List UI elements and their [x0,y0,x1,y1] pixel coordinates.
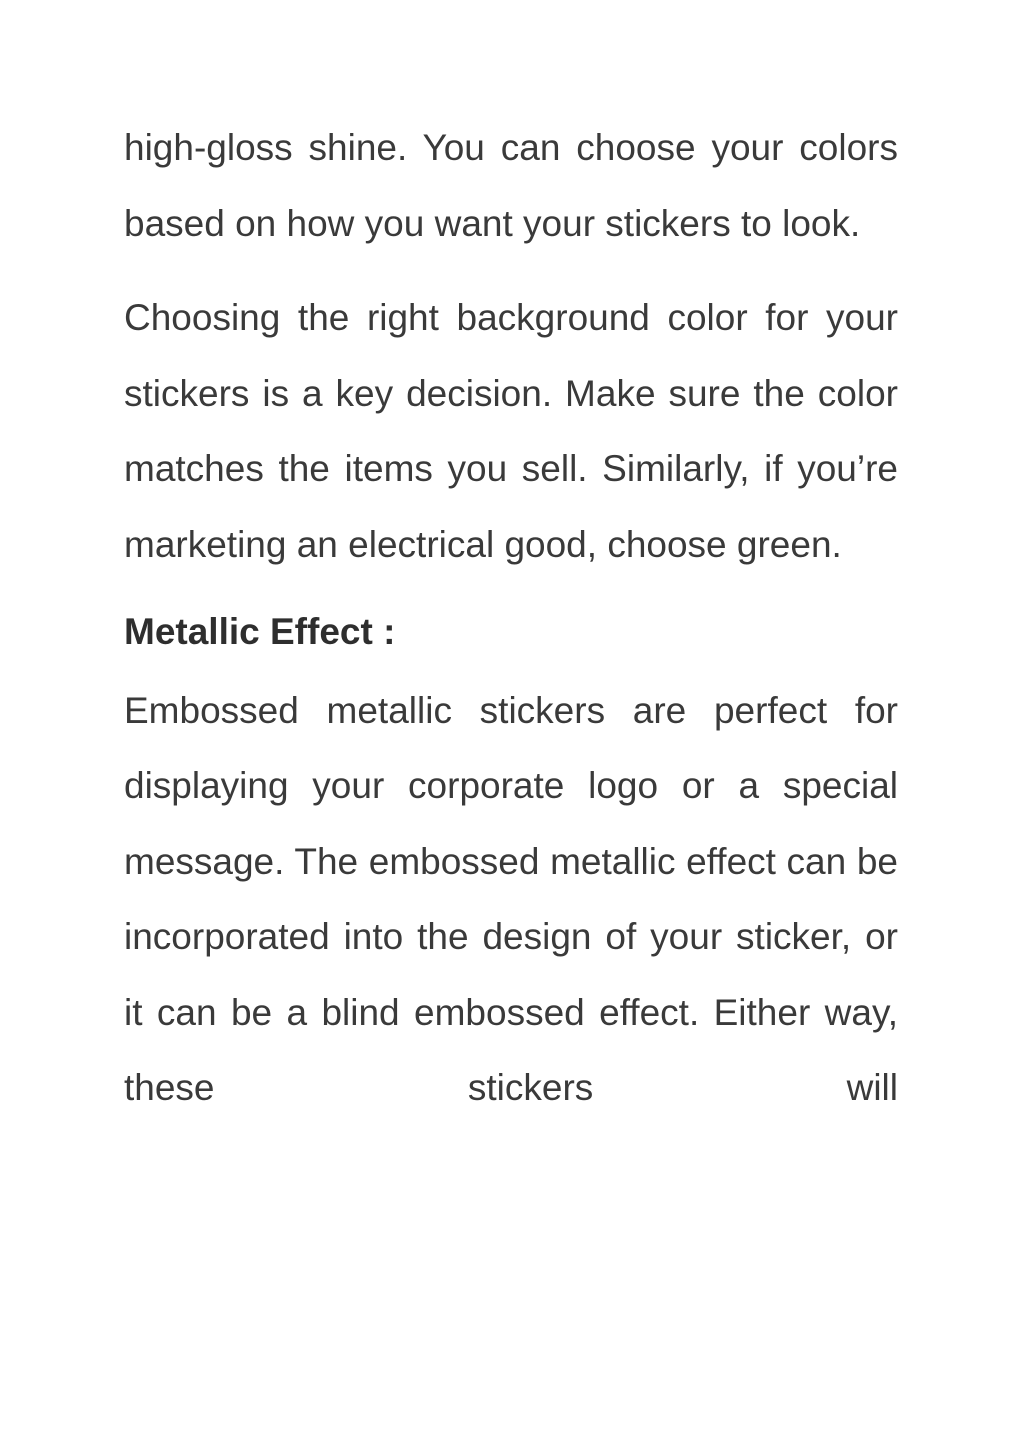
document-page [124,110,898,1126]
section-heading-metallic-effect: Metallic Effect : [124,611,396,652]
paragraph-embossed-metallic: Embossed metallic stickers are perfect for displaying your corporate logo or a special message. The embossed metallic effect can be incorporated into the design of your sticker, or it can be a blind embossed effect. Either way, these stickers will [124,689,898,1108]
paragraph-gloss-colors: high-gloss shine. You can choose your colors based on how you want your stickers to look. [124,127,898,244]
paragraph-background-color: Choosing the right background color for your stickers is a key decision. Make sure the color matches the items you sell. Similarly, if you’re marketing an electrical good, choose green. [124,297,898,565]
